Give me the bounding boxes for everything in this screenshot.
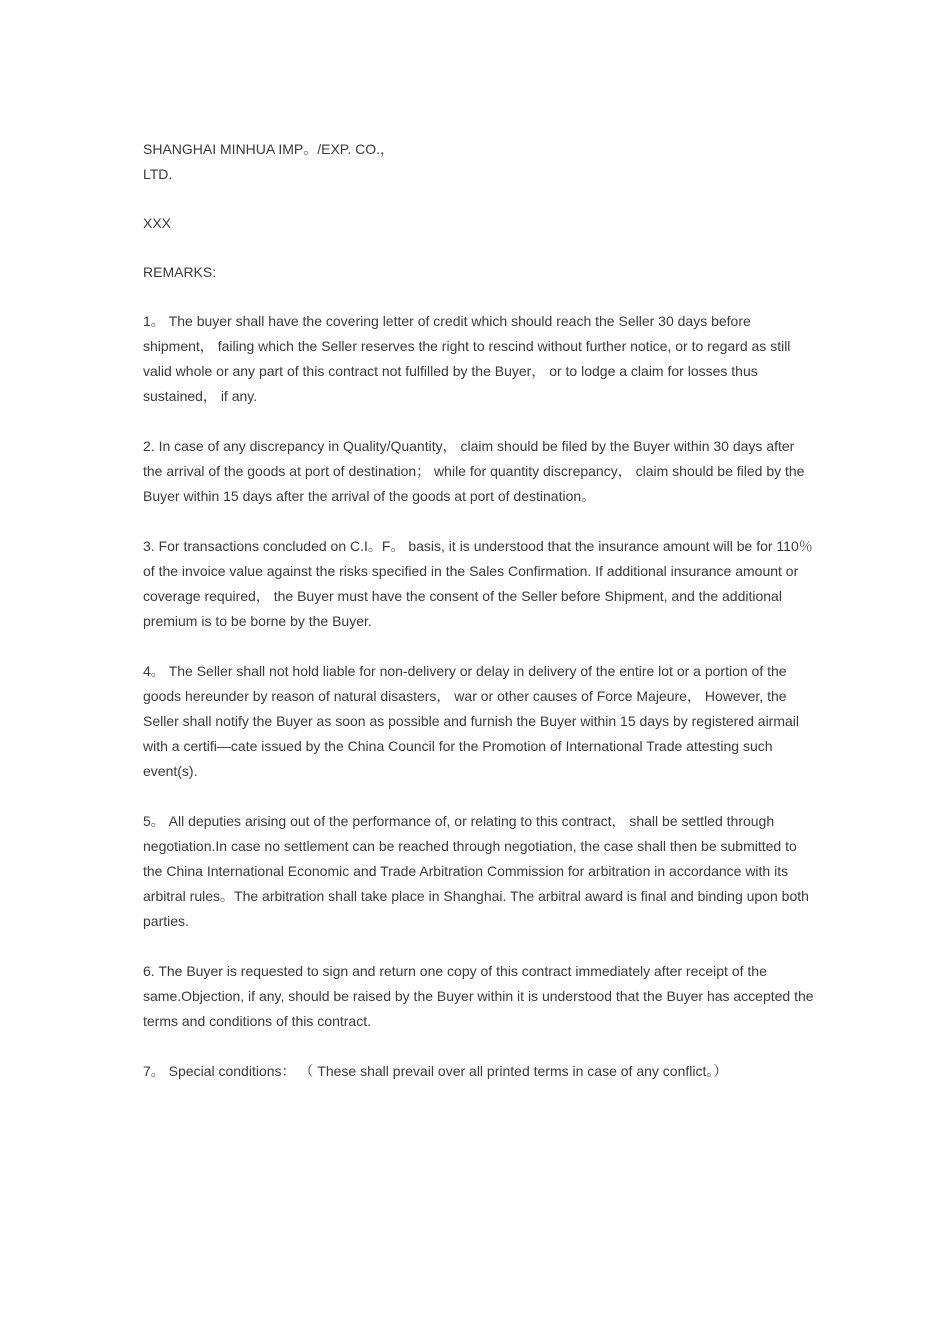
clause-4: 4。 The Seller shall not hold liable for non-delivery or delay in delivery of the entire lot or a portion of the goods hereunder by reason of natural disasters， war or other causes of Force Majeure， However, the Seller shall notify the Buyer as soon as possible and furnish the Buyer within 15 days by registered airmail with a certifi—cate issued by the China Council for the Promotion of International Trade attesting such event(s). [143,663,803,779]
clause-5: 5。 All deputies arising out of the performance of, or relating to this contract， shall be settled through negotiation.In case no settlement can be reached through negotiation, the case shall then be submitted to the China International Economic and Trade Arbitration Commission for arbitration in accordance with its arbitral rules。The arbitration shall take place in Shanghai. The arbitral award is final and binding upon both parties. [143,813,813,929]
remarks-heading: REMARKS: [143,264,217,280]
company-name [143,137,815,187]
clause-2: 2. In case of any discrepancy in Quality/Quantity， claim should be filed by the Buyer within 30 days after the arrival of the goods at port of destination； while for quantity discrepancy， claim should be filed by the Buyer within 15 days after the arrival of the goods at port of destination。 [143,438,809,504]
clause-6: 6. The Buyer is requested to sign and return one copy of this contract immediately after receipt of the same.Objection, if any, should be raised by the Buyer within it is understood that the Buyer has accepted the terms and conditions of this contract. [143,963,818,1029]
company-name-line-2: LTD. [143,166,173,182]
signature-placeholder: XXX [143,215,172,231]
clause-3: 3. For transactions concluded on C.I。F。 basis, it is understood that the insurance amount will be for 110％ of the invoice value against the risks specified in the Sales Confirmation. If additional insurance amount or coverage required， the Buyer must have the consent of the Seller before Shipment, and the additional premium is to be borne by the Buyer. [143,538,817,629]
clause-7: 7。 Special conditions： （ These shall prevail over all printed terms in case of any conflict。） [143,1063,728,1079]
document-page [143,137,818,1109]
company-name-line-1: SHANGHAI MINHUA IMP。/EXP. CO.， [143,141,395,157]
remarks-clauses [143,309,818,1084]
clause-1: 1。 The buyer shall have the covering letter of credit which should reach the Seller 30 days before shipment， failing which the Seller reserves the right to rescind without further notice, or to regard as still valid whole or any part of this contract not fulfilled by the Buyer， or to lodge a claim for losses thus sustained， if any. [143,313,795,404]
